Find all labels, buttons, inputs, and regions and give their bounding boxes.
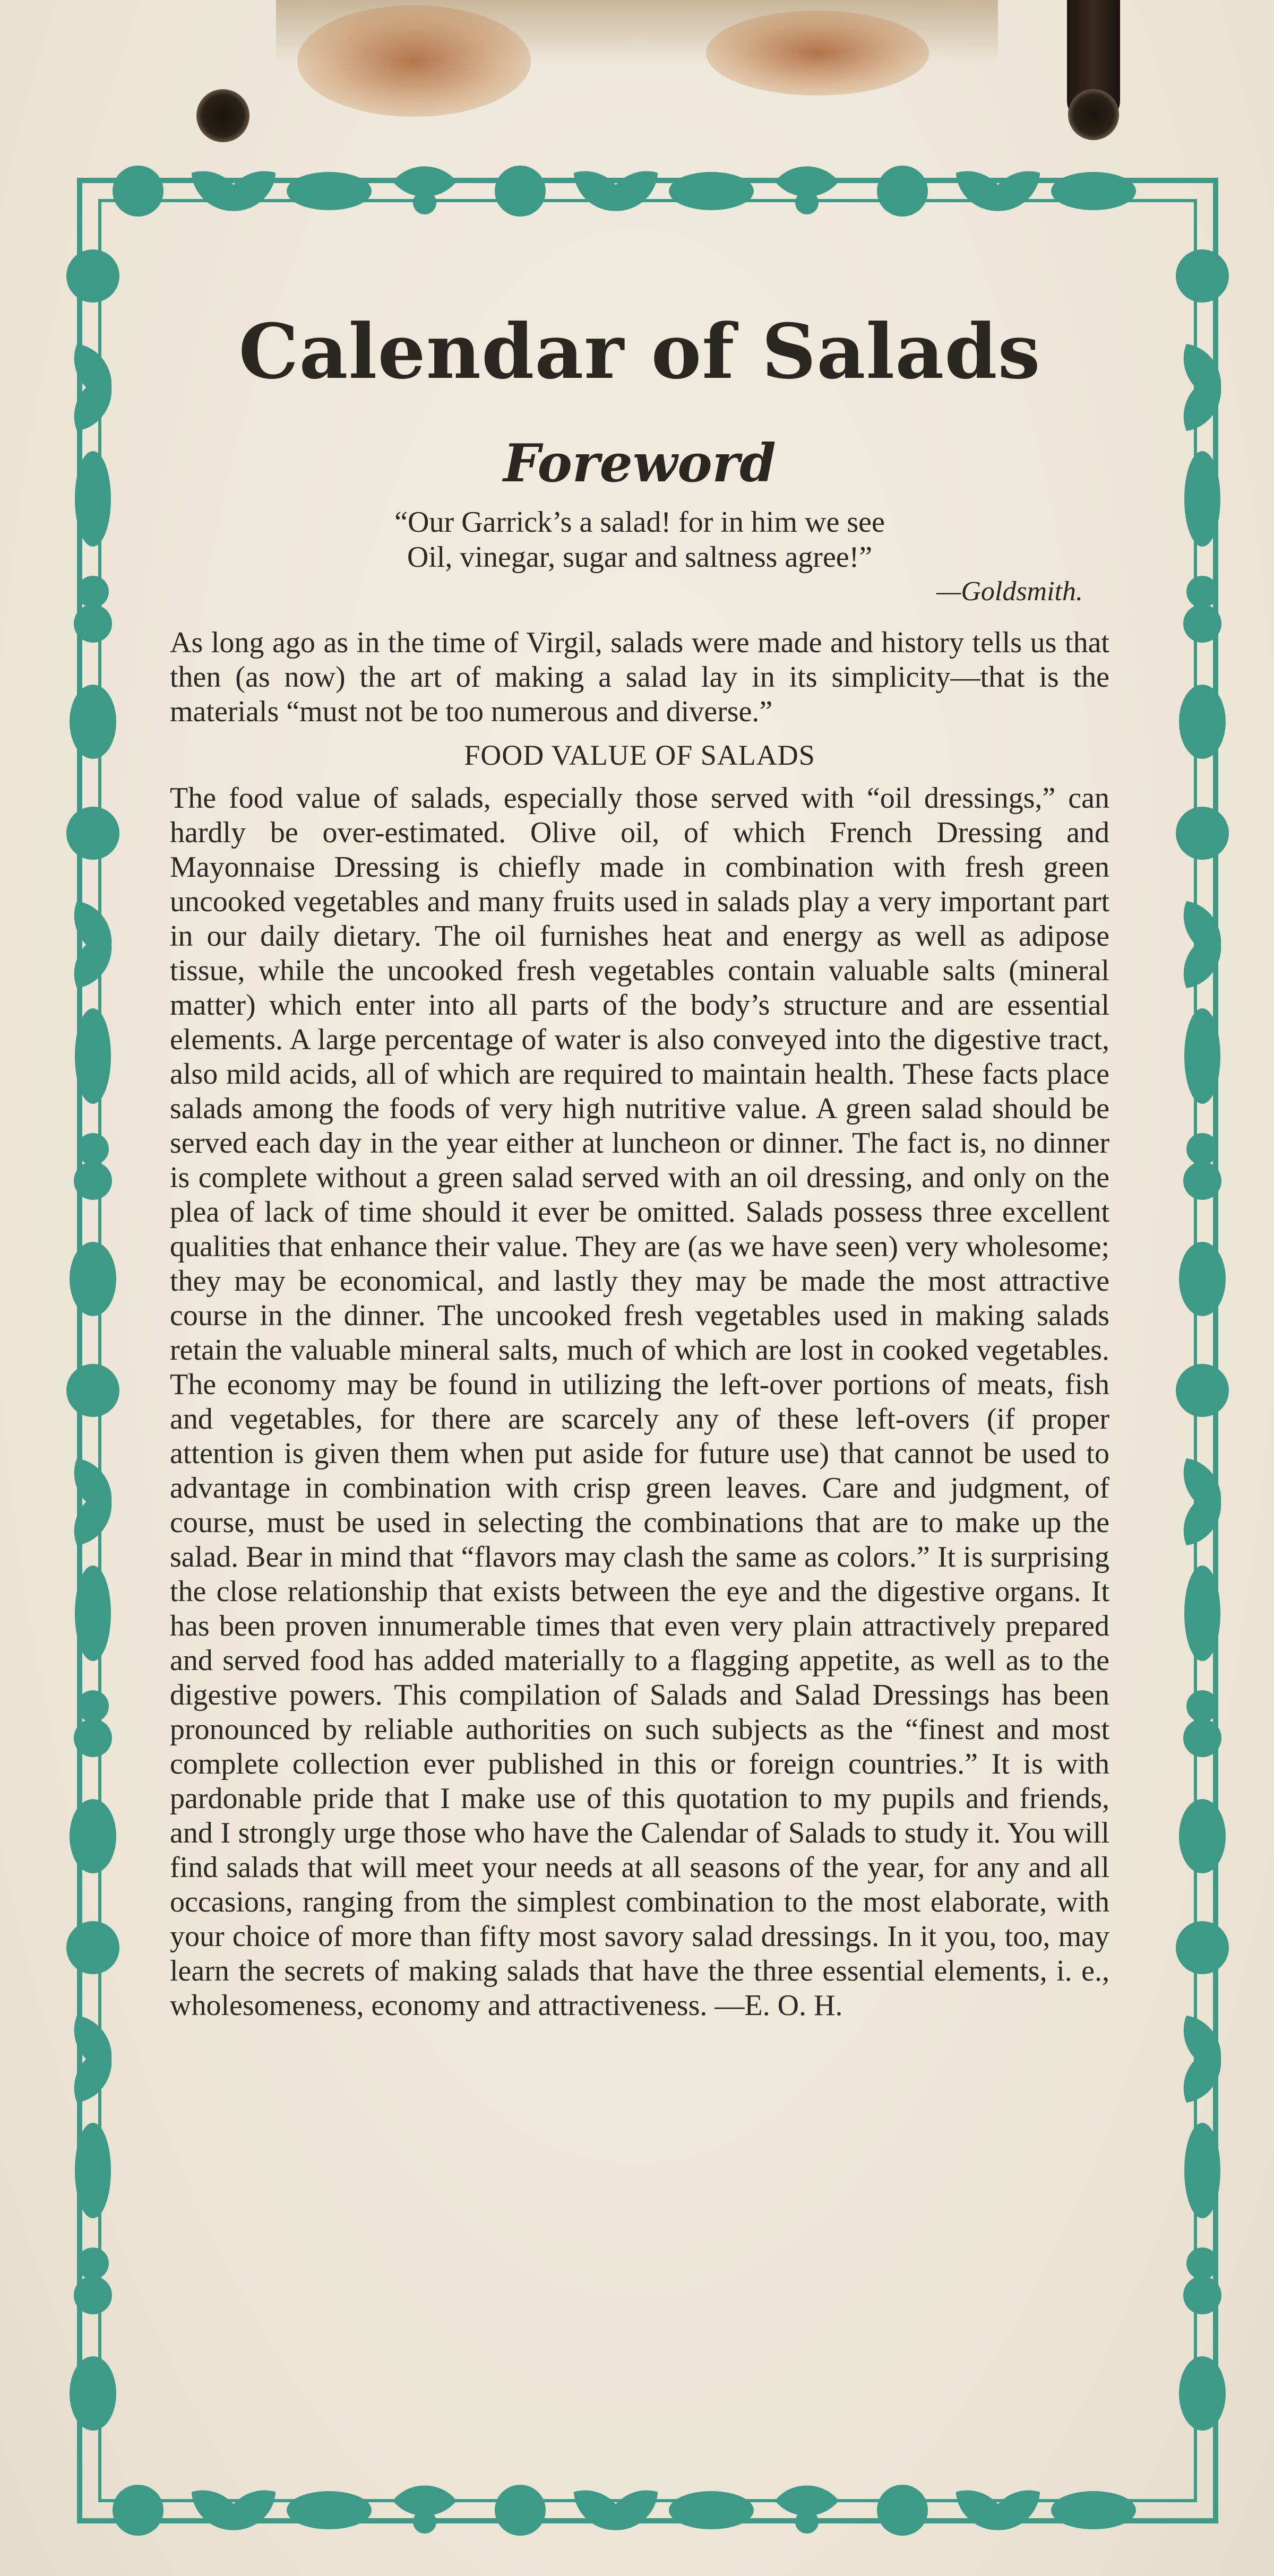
border-berry-bottom bbox=[795, 2510, 819, 2534]
epigraph-attribution: —Goldsmith. bbox=[936, 576, 1083, 607]
border-berry-top bbox=[413, 191, 436, 214]
border-berry-right bbox=[1183, 1162, 1221, 1200]
border-berry-top bbox=[795, 191, 819, 214]
border-bottle-left bbox=[75, 451, 111, 547]
border-tomato-bottom bbox=[113, 2485, 163, 2536]
epigraph bbox=[170, 505, 1109, 575]
border-tomato-right bbox=[1176, 249, 1229, 302]
border-berry-left bbox=[74, 1719, 112, 1757]
border-berry-right bbox=[1186, 1133, 1218, 1165]
border-berry-left bbox=[74, 1162, 112, 1200]
border-cucumber-bottom bbox=[669, 2491, 754, 2529]
border-tomato-left bbox=[66, 1364, 119, 1417]
border-pepper-right bbox=[1179, 1799, 1226, 1873]
border-berry-right bbox=[1183, 2276, 1221, 2314]
border-berry-left bbox=[74, 2276, 112, 2314]
border-tomato-bottom bbox=[877, 2485, 928, 2536]
border-tomato-right bbox=[1176, 1921, 1229, 1974]
border-berry-left bbox=[77, 2247, 109, 2279]
border-berry-right bbox=[1186, 576, 1218, 608]
border-berry-left bbox=[77, 1133, 109, 1165]
border-pepper-left bbox=[70, 685, 116, 759]
border-cucumber-top bbox=[1051, 172, 1136, 210]
foreword-heading: Foreword bbox=[503, 433, 776, 494]
page-title: Calendar of Salads bbox=[238, 308, 1041, 396]
border-tomato-bottom bbox=[495, 2485, 546, 2536]
border-tomato-left bbox=[66, 807, 119, 860]
page-content bbox=[170, 308, 1109, 2023]
border-berry-right bbox=[1186, 2247, 1218, 2279]
border-pepper-right bbox=[1179, 2356, 1226, 2431]
border-berry-left bbox=[77, 576, 109, 608]
border-bottle-left bbox=[75, 2123, 111, 2218]
border-bottle-right bbox=[1184, 451, 1220, 547]
epigraph-line-2: Oil, vinegar, sugar and saltness agree!” bbox=[407, 541, 873, 574]
border-pepper-right bbox=[1179, 685, 1226, 759]
border-bottle-right bbox=[1184, 1008, 1220, 1104]
border-tomato-left bbox=[66, 249, 119, 302]
section-heading: FOOD VALUE OF SALADS bbox=[464, 739, 815, 771]
border-cucumber-bottom bbox=[1051, 2491, 1136, 2529]
body-paragraph: The food value of salads, especially those served with “oil dressings,” can hardly be over-estimated. Olive oil, of which French Dressing and Mayonnaise Dressing is chiefly made in combination with fresh green uncooked vegetables and many fruits used in salads play a very important part in our daily dietary. The oil furnishes heat and energy as well as adipose tissue, while the uncooked fresh vegetables contain valuable salts (mineral matter) which enter into all parts of the body’s structure and are essential elements. A large percentage of water is also conveyed into the digestive tract, also mild acids, all of which are required to maintain health. These facts place salads among the foods of very high nutritive value. A green salad should be served each day in the year either at luncheon or dinner. The fact is, no dinner is complete without a green salad served with an oil dressing, and only on the plea of lack of time should it ever be omitted. Salads possess three excellent qualities that enhance their value. They are (as we have seen) very wholesome; they may be economical, and lastly they may be made the most attractive course in the dinner. The uncooked fresh vegetables used in making salads retain the valuable mineral salts, much of which are lost in cooked vegetables. The economy may be found in utilizing the left-over portions of meats, fish and vegetables, for there are scarcely any of these left-overs (if proper attention is given them when put aside for future use) that cannot be used to advantage in combination with crisp green leaves. Care and judgment, of course, must be used in selecting the combinations that are to make up the salad. Bear in mind that “flavors may clash the same as colors.” It is surprising the close relationship that exists between the eye and the digestive organs. It has been proven innumerable times that even very plain attractively prepared and served food has added materially to a flagging appetite, as well as to the digestive powers. This compilation of Salads and Salad Dressings has been pronounced by reliable authorities on such subjects as the “finest and most complete collection ever published in this or foreign countries.” It is with pardonable pride that I make use of this quotation to my pupils and friends, and I strongly urge those who have the Calendar of Salads to study it. You will find salads that will meet your needs at all seasons of the year, for any and all occasions, ranging from the simplest combination to the most elaborate, with your choice of more than fifty most savory salad dressings. In it you, too, may learn the secrets of making salads that have the three essential elements, i. e., wholesomeness, economy and attractiveness. —E. O. H. bbox=[170, 782, 1110, 2022]
border-tomato-top bbox=[495, 166, 546, 217]
border-berry-right bbox=[1183, 604, 1221, 643]
border-tomato-top bbox=[877, 166, 928, 217]
border-tomato-right bbox=[1176, 1364, 1229, 1417]
border-pepper-left bbox=[70, 1242, 116, 1316]
border-berry-bottom bbox=[413, 2510, 436, 2534]
border-bottle-right bbox=[1184, 1566, 1220, 1661]
intro-paragraph: As long ago as in the time of Virgil, salads were made and history tells us that then (as now) the art of making a salad lay in its simplicity—that is the materials “must not be too numerous and diverse.” bbox=[170, 626, 1109, 728]
border-pepper-left bbox=[70, 1799, 116, 1873]
border-bottle-left bbox=[75, 1566, 111, 1661]
border-berry-right bbox=[1183, 1719, 1221, 1757]
border-berry-right bbox=[1186, 1690, 1218, 1722]
epigraph-line-1: “Our Garrick’s a salad! for in him we see bbox=[394, 506, 885, 539]
border-berry-left bbox=[77, 1690, 109, 1722]
border-bottle-right bbox=[1184, 2123, 1220, 2218]
border-berry-left bbox=[74, 604, 112, 643]
border-tomato-right bbox=[1176, 807, 1229, 860]
border-pepper-left bbox=[70, 2356, 116, 2431]
border-tomato-left bbox=[66, 1921, 119, 1974]
border-tomato-top bbox=[113, 166, 163, 217]
border-pepper-right bbox=[1179, 1242, 1226, 1316]
border-cucumber-bottom bbox=[287, 2491, 372, 2529]
border-bottle-left bbox=[75, 1008, 111, 1104]
border-cucumber-top bbox=[669, 172, 754, 210]
border-cucumber-top bbox=[287, 172, 372, 210]
